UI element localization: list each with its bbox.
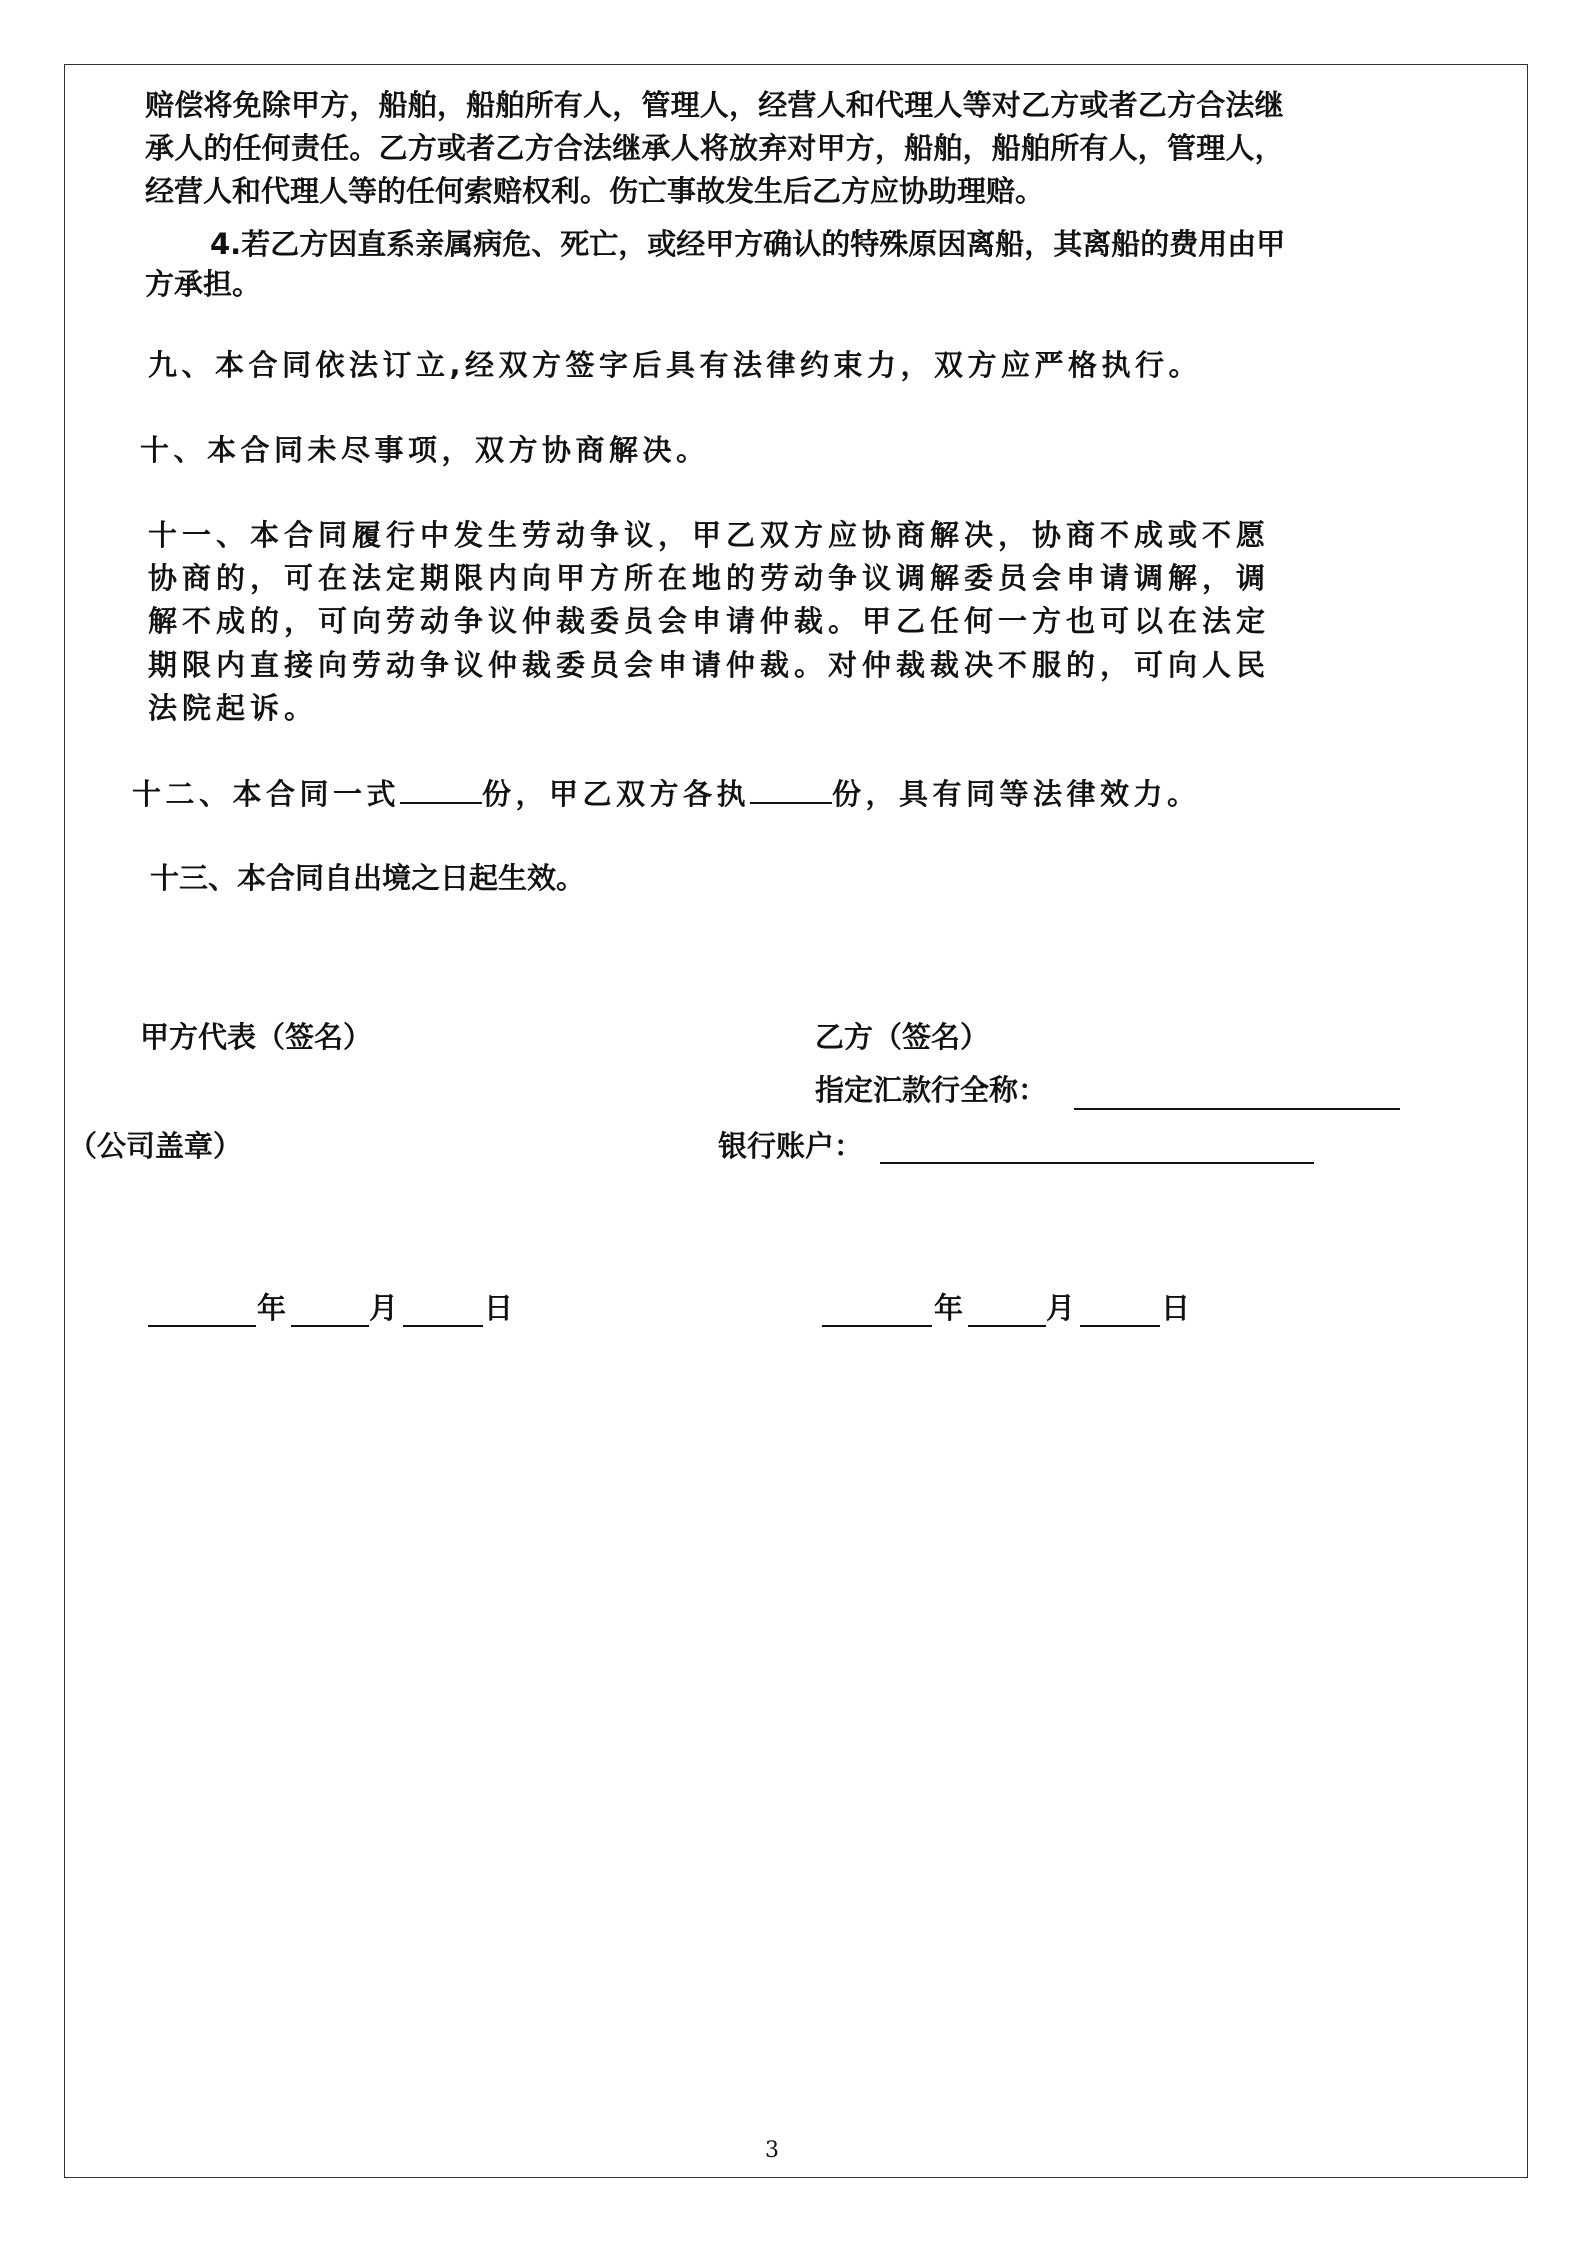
company-seal-label: （公司盖章） [68, 1129, 243, 1163]
party-b-day-blank[interactable] [1080, 1325, 1160, 1327]
copies-each-blank[interactable] [750, 772, 832, 804]
article-11-line: 十一、本合同履行中发生劳动争议，甲乙双方应协商解决，协商不成或不愿 [148, 518, 1271, 552]
party-b-year-blank[interactable] [822, 1325, 932, 1327]
party-b-year-label: 年 [934, 1291, 964, 1325]
party-b-day-label: 日 [1161, 1291, 1191, 1325]
bank-name-label: 指定汇款行全称： [815, 1073, 1048, 1107]
party-a-day-blank[interactable] [403, 1325, 483, 1327]
article-12 [132, 772, 1201, 814]
article-12-text: 十二、本合同一式 [132, 777, 401, 811]
article-10: 十、本合同未尽事项，双方协商解决。 [140, 433, 710, 467]
bank-name-blank[interactable] [1074, 1108, 1400, 1110]
party-a-day-label: 日 [484, 1291, 514, 1325]
article-11-line: 期限内直接向劳动争议仲裁委员会申请仲裁。对仲裁裁决不服的，可向人民 [148, 648, 1271, 682]
paragraph-line: 承人的任何责任。乙方或者乙方合法继承人将放弃对甲方，船舶，船舶所有人，管理人， [145, 131, 1284, 165]
party-b-month-blank[interactable] [968, 1325, 1046, 1327]
article-13: 十三、本合同自出境之日起生效。 [150, 861, 586, 895]
party-a-representative-label: 甲方代表（签名） [140, 1020, 373, 1054]
bank-account-label: 银行账户： [718, 1129, 864, 1163]
article-12-text: 份，甲乙双方各执 [482, 777, 751, 811]
party-a-month-blank[interactable] [291, 1325, 369, 1327]
article-11-line: 解不成的，可向劳动争议仲裁委员会申请仲裁。甲乙任何一方也可以在法定 [148, 604, 1271, 638]
bank-account-blank[interactable] [880, 1162, 1314, 1164]
article-9: 九、本合同依法订立,经双方签字后具有法律约束力，双方应严格执行。 [148, 348, 1203, 382]
article-11-line: 法院起诉。 [148, 691, 319, 725]
copies-total-blank[interactable] [400, 772, 482, 804]
page-number: 3 [765, 2138, 779, 2163]
party-b-month-label: 月 [1046, 1291, 1076, 1325]
article-12-text: 份，具有同等法律效力。 [832, 777, 1201, 811]
party-a-month-label: 月 [369, 1291, 399, 1325]
article-11-line: 协商的，可在法定期限内向甲方所在地的劳动争议调解委员会申请调解，调 [148, 561, 1271, 595]
paragraph-line: 赔偿将免除甲方，船舶，船舶所有人，管理人，经营人和代理人等对乙方或者乙方合法继 [145, 88, 1284, 122]
party-a-year-label: 年 [257, 1291, 287, 1325]
item-4-line: 4.若乙方因直系亲属病危、死亡，或经甲方确认的特殊原因离船，其离船的费用由甲 [210, 227, 1286, 261]
paragraph-line: 经营人和代理人等的任何索赔权利。伤亡事故发生后乙方应协助理赔。 [145, 174, 1045, 208]
party-a-year-blank[interactable] [148, 1325, 256, 1327]
item-4-line: 方承担。 [145, 267, 262, 301]
party-b-signature-label: 乙方（签名） [815, 1020, 990, 1054]
